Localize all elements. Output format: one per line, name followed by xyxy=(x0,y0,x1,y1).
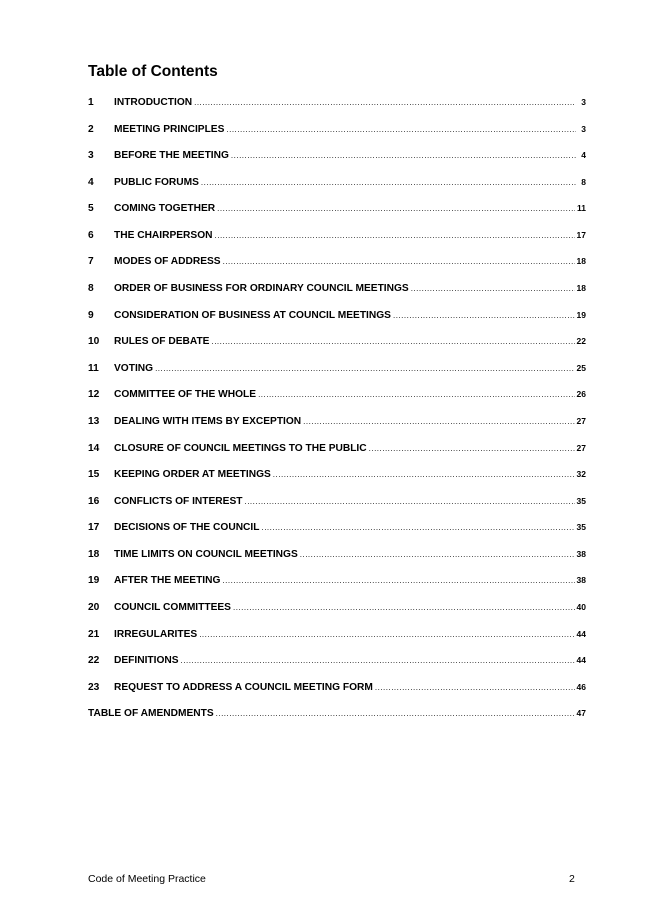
toc-entry-number: 17 xyxy=(88,522,100,534)
footer-document-title: Code of Meeting Practice xyxy=(88,873,206,885)
toc-entry-page: 26 xyxy=(576,389,586,400)
dot-leader xyxy=(258,388,574,402)
dot-leader xyxy=(393,309,575,323)
toc-entry-page: 18 xyxy=(576,283,586,294)
toc-entry-committee-of-the-whole[interactable] xyxy=(88,387,586,414)
toc-entry-label: THE CHAIRPERSON xyxy=(114,229,213,241)
toc-entry-label: REQUEST TO ADDRESS A COUNCIL MEETING FORM xyxy=(114,681,373,693)
dot-leader xyxy=(222,574,574,588)
toc-entry-number: 10 xyxy=(88,336,100,348)
toc-entry-label: KEEPING ORDER AT MEETINGS xyxy=(114,469,271,481)
toc-entry-request-to-address-form[interactable] xyxy=(88,680,586,707)
dot-leader xyxy=(181,654,575,668)
dot-leader xyxy=(211,335,574,349)
toc-entry-number: 22 xyxy=(88,655,100,667)
toc-entry-page: 35 xyxy=(576,522,586,533)
toc-entry-modes-of-address[interactable] xyxy=(88,254,586,281)
dot-leader xyxy=(201,176,576,190)
toc-entry-rules-of-debate[interactable] xyxy=(88,334,586,361)
toc-entry-public-forums[interactable] xyxy=(88,175,586,202)
toc-entry-decisions-of-the-council[interactable] xyxy=(88,520,586,547)
toc-entry-before-the-meeting[interactable] xyxy=(88,148,586,175)
toc-entry-number: 23 xyxy=(88,681,100,693)
toc-entry-label: PUBLIC FORUMS xyxy=(114,176,199,188)
toc-entry-page: 19 xyxy=(576,309,586,320)
toc-entry-page: 47 xyxy=(576,708,586,719)
dot-leader xyxy=(261,521,574,535)
page-title: Table of Contents xyxy=(88,63,218,80)
toc-entry-items-by-exception[interactable] xyxy=(88,414,586,441)
toc-entry-label: BEFORE THE MEETING xyxy=(114,150,229,162)
toc-entry-page: 25 xyxy=(576,362,586,373)
toc-entry-conflicts-of-interest[interactable] xyxy=(88,494,586,521)
toc-entry-label: IRREGULARITES xyxy=(114,628,198,640)
dot-leader xyxy=(217,202,575,216)
toc-entry-number: 15 xyxy=(88,469,100,481)
dot-leader xyxy=(199,628,574,642)
dot-leader xyxy=(369,442,575,456)
toc-entry-number: 1 xyxy=(88,97,94,108)
toc-entry-number: 9 xyxy=(88,309,94,321)
dot-leader xyxy=(223,255,575,269)
toc-entry-page: 44 xyxy=(576,628,586,639)
toc-entry-page: 3 xyxy=(581,123,586,134)
toc-entry-number: 8 xyxy=(88,283,94,295)
toc-entry-council-committees[interactable] xyxy=(88,600,586,627)
toc-entry-page: 40 xyxy=(576,601,586,612)
toc-entry-number: 5 xyxy=(88,203,94,215)
toc-entry-consideration-of-business[interactable] xyxy=(88,308,586,335)
toc-entry-page: 38 xyxy=(576,575,586,586)
toc-entry-page: 11 xyxy=(577,203,586,214)
toc-entry-page: 38 xyxy=(576,548,586,559)
footer-page-number: 2 xyxy=(569,873,575,885)
toc-entry-closure-of-meetings[interactable] xyxy=(88,441,586,468)
toc-entry-label: CONSIDERATION OF BUSINESS AT COUNCIL MEETINGS xyxy=(114,309,391,321)
toc-entry-label: TABLE OF AMENDMENTS xyxy=(88,708,214,720)
toc-entry-irregularites[interactable] xyxy=(88,627,586,654)
toc-entry-the-chairperson[interactable] xyxy=(88,228,586,255)
toc-entry-label: COMMITTEE OF THE WHOLE xyxy=(114,389,257,401)
dot-leader xyxy=(273,468,575,482)
toc-entry-table-of-amendments[interactable] xyxy=(88,706,586,733)
toc-entry-label: VOTING xyxy=(114,362,154,374)
toc-entry-number: 4 xyxy=(88,176,94,188)
toc-entry-number: 19 xyxy=(88,575,100,587)
toc-entry-page: 27 xyxy=(576,415,586,426)
toc-entry-page: 3 xyxy=(581,97,586,107)
toc-entry-number: 2 xyxy=(88,123,94,135)
toc-entry-page: 27 xyxy=(576,442,586,453)
toc-entry-number: 16 xyxy=(88,495,100,507)
dot-leader xyxy=(226,123,576,137)
toc-entry-number: 14 xyxy=(88,442,100,454)
toc-entry-meeting-principles[interactable] xyxy=(88,122,586,149)
toc-entry-page: 4 xyxy=(581,150,586,161)
toc-entry-label: MODES OF ADDRESS xyxy=(114,256,221,268)
toc-entry-label: DEALING WITH ITEMS BY EXCEPTION xyxy=(114,415,302,427)
dot-leader xyxy=(411,282,575,296)
dot-leader xyxy=(155,362,574,376)
dot-leader xyxy=(231,149,576,163)
toc-entry-page: 35 xyxy=(576,495,586,506)
toc-entry-number: 13 xyxy=(88,415,100,427)
dot-leader xyxy=(375,681,575,695)
toc-entry-label: TIME LIMITS ON COUNCIL MEETINGS xyxy=(114,548,298,560)
toc-entry-voting[interactable] xyxy=(88,361,586,388)
toc-entry-label: MEETING PRINCIPLES xyxy=(114,123,225,135)
toc-entry-page: 32 xyxy=(576,469,586,480)
dot-leader xyxy=(244,495,574,509)
toc-entry-keeping-order[interactable] xyxy=(88,467,586,494)
toc-entry-number: 12 xyxy=(88,389,100,401)
toc-entry-introduction[interactable] xyxy=(88,95,586,122)
toc-entry-label: DEFINITIONS xyxy=(114,655,179,667)
toc-entry-label: ORDER OF BUSINESS FOR ORDINARY COUNCIL MEETINGS xyxy=(114,283,409,295)
toc-entry-label: COMING TOGETHER xyxy=(114,203,216,215)
toc-entry-number: 7 xyxy=(88,256,94,268)
toc-entry-page: 8 xyxy=(581,176,586,187)
toc-entry-label: COUNCIL COMMITTEES xyxy=(114,601,231,613)
dot-leader xyxy=(215,229,575,243)
toc-entry-coming-together[interactable] xyxy=(88,201,586,228)
toc-entry-page: 46 xyxy=(576,681,586,692)
toc-entry-label: CLOSURE OF COUNCIL MEETINGS TO THE PUBLIC xyxy=(114,442,367,454)
toc-entry-number: 20 xyxy=(88,601,100,613)
table-of-contents xyxy=(88,95,586,733)
dot-leader xyxy=(303,415,574,429)
toc-entry-label: INTRODUCTION xyxy=(114,97,193,108)
toc-entry-definitions[interactable] xyxy=(88,653,586,680)
toc-entry-page: 17 xyxy=(576,229,586,240)
toc-entry-page: 44 xyxy=(576,655,586,666)
toc-entry-page: 22 xyxy=(576,336,586,347)
toc-entry-number: 11 xyxy=(88,362,99,374)
dot-leader xyxy=(216,707,575,721)
toc-entry-time-limits[interactable] xyxy=(88,547,586,574)
toc-entry-number: 18 xyxy=(88,548,100,560)
toc-entry-page: 18 xyxy=(576,256,586,267)
toc-entry-label: AFTER THE MEETING xyxy=(114,575,221,587)
toc-entry-number: 21 xyxy=(88,628,100,640)
toc-entry-label: RULES OF DEBATE xyxy=(114,336,210,348)
toc-entry-after-the-meeting[interactable] xyxy=(88,573,586,600)
dot-leader xyxy=(194,96,576,110)
toc-entry-number: 3 xyxy=(88,150,94,162)
dot-leader xyxy=(300,548,575,562)
toc-entry-label: CONFLICTS OF INTEREST xyxy=(114,495,243,507)
toc-entry-number: 6 xyxy=(88,229,94,241)
dot-leader xyxy=(233,601,575,615)
toc-entry-label: DECISIONS OF THE COUNCIL xyxy=(114,522,260,534)
toc-entry-order-of-business[interactable] xyxy=(88,281,586,308)
